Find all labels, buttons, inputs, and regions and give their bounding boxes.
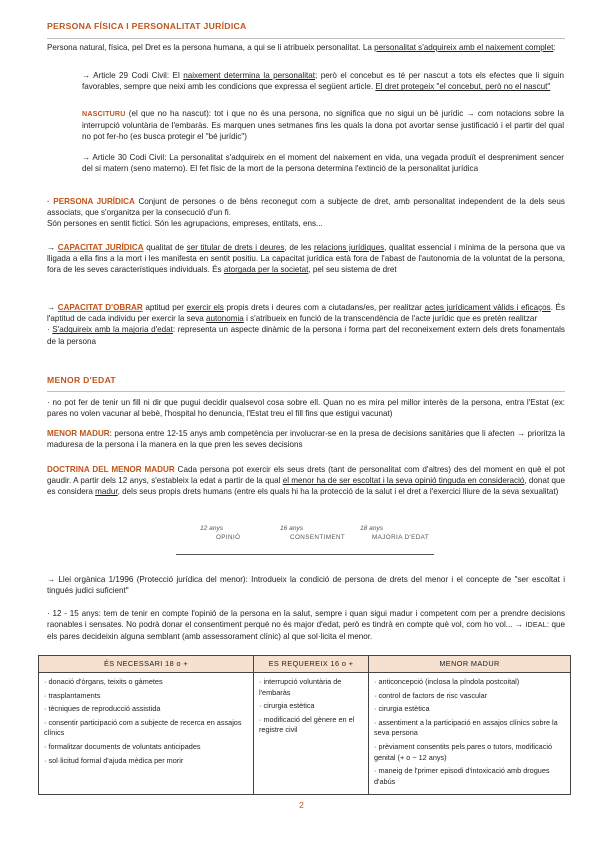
list-item: · trasplantaments [44,690,101,700]
heading-rule-menor [47,391,565,392]
heading-rule [47,38,565,39]
timeline-axis [176,554,434,555]
page-number: 2 [299,800,304,810]
persona-juridica-paragraph: · PERSONA JURÍDICA Conjunt de persones o de béns reconegut com a subjecte de dret, amb personalitat independent de la dels seus associats, que s'organitza per la consecució d'un fi. Són persones en sentit fictici. Són les agrupacions, empreses, entitats, ens... [47,197,565,229]
table-header-row [39,656,571,673]
list-item: · control de factors de risc vascular [374,690,488,700]
list-item: · cirurgia estètica [374,704,430,714]
header-18-plus: ÉS NECESSARI 18 o + [39,656,254,673]
list-item: · cirurgia estètica [259,701,315,711]
capacitat-juridica-paragraph: → CAPACITAT JURÍDICA qualitat de ser titular de drets i deures, de les relacions jurídiques, qualitat essencial i mínima de la persona que va lligada a ella fins a la mort i les manifesta en sentit positiu. La capacitat jurídica està fora de l'abast de l'autonomia de la voluntat de la persona, fora de les seves característiques individuals. És atorgada per la societat, pel seu sistema de dret [47,243,566,275]
llei-paragraph: → Llei orgànica 1/1996 (Protecció jurídica del menor): Introdueix la condició de persona de drets del menor i el concepte de "ser escoltat i tingués judici suficient" [47,575,565,596]
list-item: · formalitzar documents de voluntats anticipades [44,741,201,751]
menor-paragraph: · no pot fer de tenir un fill ni dir que pugui decidir qualsevol cosa sobre ell. Quan no es mira pel millor interès de la persona, entra l'Estat (ex: pares no volen vacunar al bebè, l'hospital ho denuncia, l'Estat treu el fill fins que estigui vacunat) [47,398,565,419]
timeline-age-12: 12 anys [200,525,224,532]
list-item: · interrupció voluntària de l'embaràs [259,677,342,697]
article-29-paragraph: → Article 29 Codi Civil: El naixement determina la personalitat; però el concebut es té per nascut a tots els efectes que li siguin favorables, sempre que neixi amb les condicions que expressa el següent article. El dret protegeix "el concebut, però no el nascut" [82,71,564,92]
list-item: · sol·licitud formal d'ajuda mèdica per morir [44,755,184,765]
timeline-age-16: 16 anys [280,525,304,532]
age-timeline [176,520,436,560]
list-item: · consentir participació com a subjecte de recerca en assajos clínics [44,717,242,738]
timeline-label-opinio: OPINIÓ [216,534,241,541]
list-item: · prèviament consentits pels pares o tutors, modificació genital (+ o − 12 anys) [374,741,553,762]
intro-paragraph: Persona natural, física, pel Dret es la persona humana, a qui se li atribueix personalitat. La personalitat s'adquireix amb el naixement complet: [47,43,556,52]
menor-madur-paragraph: MENOR MADUR: persona entre 12-15 anys amb competència per involucrar-se en la presa de decisions sanitàries que li afecten → prioritza la maduresa de la persona i la manera en la que pren les seves decisions [47,429,565,450]
capacitat-obrar-paragraph: → CAPACITAT D'OBRAR aptitud per exercir els propis drets i deures com a ciutadans/es, per realitzar actes jurídicament vàlids i eficaços. És l'aptitud de cada individu per exercir la seva autonomia i s'atribueix en funció de la transcendència de l'acte jurídic que es pretén realitzar · S'adquireix amb la majoria d'edat: representa un aspecte dinàmic de la persona i forma part del reconeixement extern dels drets fonamentals de la persona [47,303,565,346]
table-row [39,673,571,795]
list-item: · maneig de l'primer episodi d'intoxicació amb drogues d'abús [374,766,550,786]
list-item: · modificació del gènere en el registre civil [259,714,355,735]
timeline-age-18: 18 anys [360,525,384,532]
nasciturus-paragraph: NASCITURU (el que no ha nascut): tot i que no és una persona, no significa que no sigui un bé jurídic → com notacions sobre la interrupció voluntària de l'embaràs. Es marquen unes setmanes fins les quals la dona pot avortar sense justificació i el partir del qual no pot fer-ho (es busca protegir el "bé jurídic") [82,109,564,142]
list-item: · assentiment a la participació en assajos clínics sobre la seva persona [374,717,558,738]
list-item: · tècniques de reproducció assistida [44,704,161,714]
doctrina-paragraph: DOCTRINA DEL MENOR MADUR Cada persona pot exercir els seus drets (tant de personalitat com d'altres) des del moment en què el pot gaudir. A partir dels 12 anys, s'estableix la edat a partir de la qual el menor ha de ser escoltat i la seva opinió tinguda en consideració, donat que es considera madur, dels seus propis drets humans (entre els quals hi ha la protecció de la salut i el dret a l'exercici lliure de la seva sexualitat) [47,465,566,497]
header-16-plus: ES REQUEREIX 16 o + [254,656,369,673]
list-item: · anticoncepció (inclosa la píndola postcoital) [374,677,520,686]
section-heading-menor: MENOR D'EDAT [47,375,116,385]
column-18-plus [39,673,254,795]
column-menor-madur [369,673,571,795]
header-menor-madur: MENOR MADUR [369,656,571,673]
column-16-plus [254,673,369,795]
article-30-paragraph: → Article 30 Codi Civil: La personalitat s'adquireix en el moment del naixement en vida, una vegada produït el despreniment sencer del si matern (seno materno). El fet físic de la mort de la persona determina l'extinció de la personalitat jurídica [82,153,564,174]
age-12-15-paragraph: · 12 - 15 anys: tem de tenir en compte l'opinió de la persona en la salut, sempre i quan sigui madur i competent com per a prendre decisions raonables i sensates. No podrà donar el consentiment perquè no és major d'edat, però es tindrà en compte què vol, com ho vol... → IDEAL: que els pares decideixin alguna semblant (amb assessorament clínic) al que sol·licita el menor. [47,609,565,642]
timeline-label-majoria: MAJORIA D'EDAT [372,534,430,541]
list-item: · donació d'òrgans, teixits o gàmetes [44,677,163,686]
timeline-label-consentiment: CONSENTIMENT [290,534,346,541]
requirements-table [38,655,571,795]
section-heading-persona: PERSONA FÍSICA I PERSONALITAT JURÍDICA [47,21,247,31]
